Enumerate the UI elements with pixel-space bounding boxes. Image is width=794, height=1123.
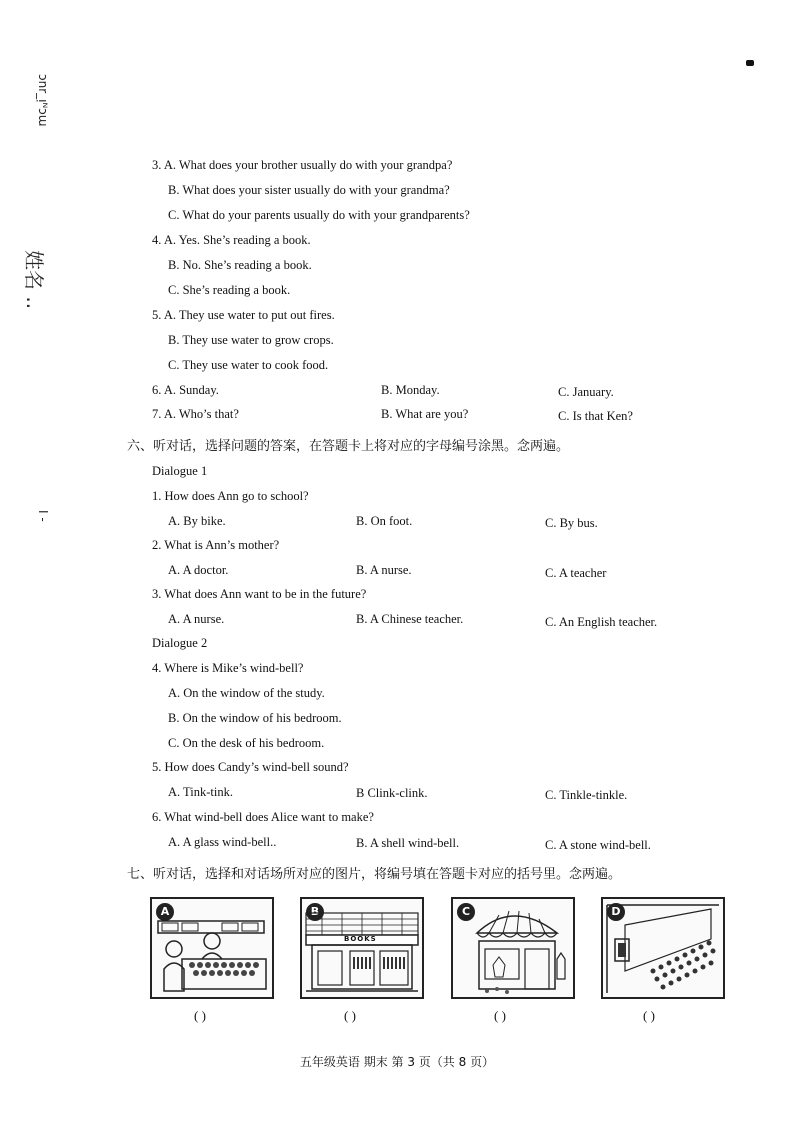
s6-q1-option-b: B. On foot.	[356, 514, 413, 528]
answer-blank-d[interactable]: ( )	[643, 1008, 655, 1023]
cinema-hall-icon	[603, 899, 723, 997]
s6-q5-question: 5. How does Candy’s wind-bell sound?	[152, 760, 349, 774]
s6-q2-option-a: A. A doctor.	[168, 563, 229, 577]
picture-d-label: D	[607, 903, 625, 921]
answer-blank-b[interactable]: ( )	[344, 1008, 356, 1023]
s6-q2-option-c: C. A teacher	[545, 566, 607, 580]
dialogue-1-label: Dialogue 1	[152, 464, 208, 478]
q6-option-b: B. Monday.	[381, 383, 440, 397]
margin-binding-text-name: 姓名 ..	[22, 250, 46, 310]
picture-a-label: A	[156, 903, 174, 921]
s6-q5-option-c: C. Tinkle-tinkle.	[545, 788, 628, 802]
s6-q4-option-a: A. On the window of the study.	[168, 686, 325, 700]
q3-option-a: 3. A. What does your brother usually do with your grandpa?	[152, 158, 453, 172]
q7-option-b: B. What are you?	[381, 407, 469, 421]
q3-option-c: C. What do your parents usually do with your grandparents?	[168, 208, 470, 222]
margin-binding-marks: I -	[36, 510, 50, 522]
s6-q6-option-c: C. A stone wind-bell.	[545, 838, 651, 852]
q4-option-c: C. She’s reading a book.	[168, 283, 291, 297]
section-7-heading: 七、听对话，选择和对话场所对应的图片，将编号填在答题卡对应的括号里。念两遍。	[127, 867, 622, 882]
s6-q6-option-b: B. A shell wind-bell.	[356, 836, 460, 850]
q7-option-a: 7. A. Who’s that?	[152, 407, 239, 421]
s6-q3-question: 3. What does Ann want to be in the future?	[152, 587, 367, 601]
q4-option-b: B. No. She’s reading a book.	[168, 258, 312, 272]
picture-b-label: B	[306, 903, 324, 921]
picture-b	[300, 897, 424, 999]
q5-option-a: 5. A. They use water to put out fires.	[152, 308, 335, 322]
s6-q2-question: 2. What is Ann’s mother?	[152, 538, 280, 552]
picture-d	[601, 897, 725, 999]
picture-c	[451, 897, 575, 999]
q5-option-b: B. They use water to grow crops.	[168, 333, 334, 347]
q4-option-a: 4. A. Yes. She’s reading a book.	[152, 233, 311, 247]
section-6-heading: 六、听对话，选择问题的答案，在答题卡上将对应的字母编号涂黑。念两遍。	[127, 439, 570, 454]
market-stall-icon	[152, 899, 272, 997]
s6-q3-option-a: A. A nurse.	[168, 612, 225, 626]
picture-c-label: C	[457, 903, 475, 921]
answer-blank-c[interactable]: ( )	[494, 1008, 506, 1023]
q6-option-a: 6. A. Sunday.	[152, 383, 219, 397]
s6-q3-option-c: C. An English teacher.	[545, 615, 658, 629]
bookshop-sign: BOOKS	[344, 935, 377, 943]
s6-q4-question: 4. Where is Mike’s wind-bell?	[152, 661, 304, 675]
s6-q1-option-a: A. By bike.	[168, 514, 226, 528]
q7-option-c: C. Is that Ken?	[558, 409, 633, 423]
s6-q4-option-b: B. On the window of his bedroom.	[168, 711, 342, 725]
dialogue-2-label: Dialogue 2	[152, 636, 208, 650]
s6-q4-option-c: C. On the desk of his bedroom.	[168, 736, 325, 750]
q5-option-c: C. They use water to cook food.	[168, 358, 329, 372]
s6-q1-question: 1. How does Ann go to school?	[152, 489, 309, 503]
s6-q6-option-a: A. A glass wind-bell..	[168, 835, 277, 849]
clothes-shop-icon	[453, 899, 573, 997]
margin-binding-text-top: ɔnr_ᴉᴺɔɯ	[36, 74, 50, 127]
q6-option-c: C. January.	[558, 385, 614, 399]
s6-q1-option-c: C. By bus.	[545, 516, 598, 530]
q3-option-b: B. What does your sister usually do with your grandma?	[168, 183, 450, 197]
answer-blank-a[interactable]: ( )	[194, 1008, 206, 1023]
s6-q5-option-a: A. Tink-tink.	[168, 785, 233, 799]
s6-q2-option-b: B. A nurse.	[356, 563, 412, 577]
page-footer: 五年级英语 期末 第 3 页（共 8 页）	[299, 1055, 495, 1069]
s6-q3-option-b: B. A Chinese teacher.	[356, 612, 464, 626]
bookshop-icon	[302, 899, 422, 997]
picture-a	[150, 897, 274, 999]
s6-q5-option-b: B Clink-clink.	[356, 786, 428, 800]
s6-q6-question: 6. What wind-bell does Alice want to make?	[152, 810, 374, 824]
corner-mark	[746, 60, 754, 66]
